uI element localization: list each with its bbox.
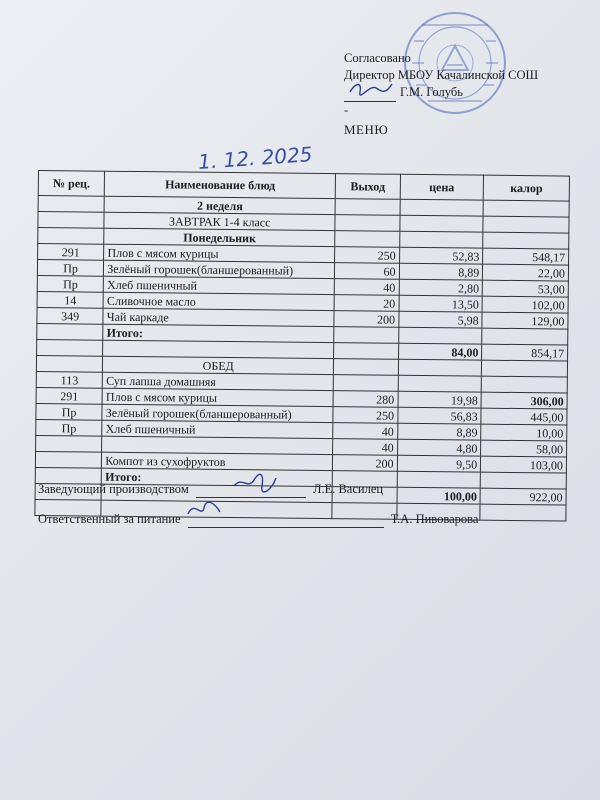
row-calories: 102,00 [482,296,568,313]
row-price: 19,98 [398,391,482,408]
chef-signature-line [196,482,306,498]
row-calories [481,376,567,393]
row-calories: 53,00 [482,280,568,297]
row-price: 5,98 [398,311,482,328]
lunch-total-calories: 922,00 [480,488,566,505]
chef-label: Заведующий производством [38,482,189,496]
row-price: 8,89 [397,423,481,440]
row-code: 291 [36,387,103,404]
row-price: 13,50 [399,295,483,312]
breakfast-label: ЗАВТРАК 1-4 класс [104,212,335,230]
row-price: 52,83 [399,247,483,264]
row-price: 56,83 [397,407,481,424]
row-output: 200 [334,311,398,328]
responsible-signature [184,498,224,522]
row-price: 9,50 [397,455,481,472]
row-output [333,375,397,392]
col-header-code: № рец. [38,171,105,197]
row-code: Пр [37,275,104,292]
row-name: Зелёный горошек(бланшерованный) [102,404,333,422]
breakfast-total-calories: 854,17 [482,344,568,361]
col-header-name: Наименование блюд [105,171,336,198]
row-calories: 22,00 [483,264,569,281]
row-output: 40 [333,423,397,440]
row-output: 60 [335,263,399,280]
row-price [398,375,482,392]
lunch-label: ОБЕД [103,356,334,374]
row-name: Плов с мясом курицы [102,388,333,406]
row-name: Суп лапша домашняя [103,372,334,390]
director-signature [348,80,394,98]
approval-signature-line [344,84,538,102]
row-price: 8,89 [399,263,483,280]
row-name: Чай каркаде [103,308,334,326]
responsible-label: Ответственный за питание [38,512,181,526]
breakfast-total-price: 84,00 [398,343,482,360]
day-label: Понедельник [104,228,335,246]
row-name: Компот из сухофруктов [102,452,333,470]
lunch-total-price: 100,00 [397,487,481,504]
col-header-price: цена [400,174,484,200]
row-code [35,451,102,468]
approval-dash: - [344,103,349,117]
row-calories: 548,17 [483,248,569,265]
approval-block [344,50,538,119]
approval-position: Директор МБОУ Качалинской СОШ [344,68,539,82]
row-code [36,435,103,452]
row-output: 200 [333,455,397,472]
director-name: Г.М. Голубь [400,85,463,99]
menu-table [34,170,570,522]
row-name: Плов с мясом курицы [104,244,335,262]
row-calories: 129,00 [482,312,568,329]
row-code: 14 [37,291,104,308]
row-code: 349 [37,307,104,324]
approval-heading: Согласовано [344,51,411,65]
handwritten-date: 1. 12. 2025 [197,142,314,174]
row-code: Пр [36,403,103,420]
chef-signature-row [38,482,383,498]
row-calories: 306,00 [481,392,567,409]
row-code: 291 [38,244,105,261]
chef-name: Л.Е. Василец [312,482,384,496]
responsible-signature-row [38,512,478,528]
row-name: Зелёный горошек(бланшерованный) [104,260,335,278]
responsible-signature-line [188,512,384,528]
chef-signature [232,472,278,494]
breakfast-total-label: Итого: [103,324,334,342]
row-output: 40 [333,439,397,456]
col-header-output: Выход [335,174,400,200]
row-name: Хлеб пшеничный [104,276,335,294]
row-price: 2,80 [399,279,483,296]
col-header-calories: калор [483,175,569,201]
lunch-total-label: Итого: [102,468,333,486]
row-output: 20 [334,295,398,312]
week-label: 2 неделя [104,196,335,214]
row-calories: 10,00 [481,424,567,441]
signature-underline [344,84,396,102]
row-calories: 103,00 [481,456,567,473]
menu-title: МЕНЮ [344,122,389,137]
row-output: 40 [334,279,398,296]
row-calories: 58,00 [481,440,567,457]
row-price: 4,80 [397,439,481,456]
row-output: 250 [335,247,399,264]
row-code: 113 [36,371,103,388]
row-name: Хлеб пшеничный [102,420,333,438]
row-output: 280 [333,391,397,408]
row-code: Пр [36,419,103,436]
row-name: Сливочное масло [103,292,334,310]
responsible-name: Т.А. Пивоварова [390,512,479,526]
row-output: 250 [333,407,397,424]
menu-table-body [35,196,569,522]
row-code: Пр [37,260,104,277]
row-calories: 445,00 [481,408,567,425]
